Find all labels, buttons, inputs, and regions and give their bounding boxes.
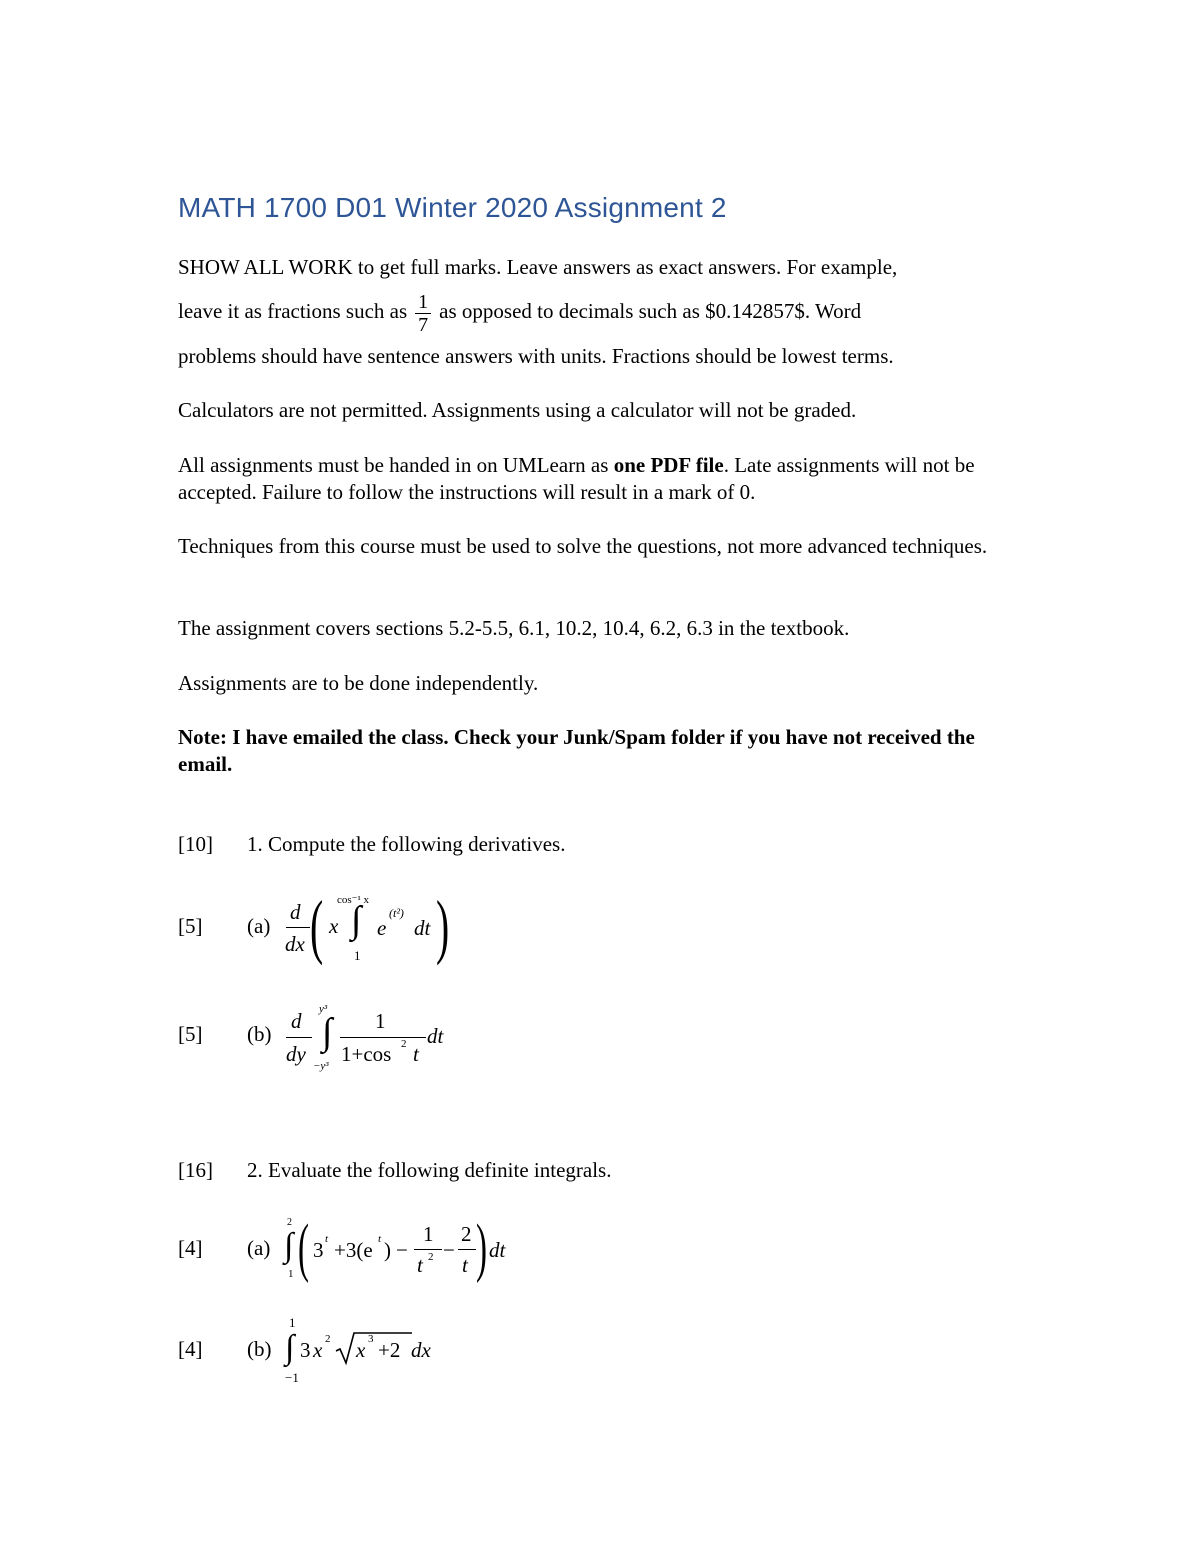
q1a-label: (a)	[247, 914, 271, 938]
q1b-upper-limit: y³	[319, 1003, 328, 1015]
q2a-frac1-exponent: 2	[428, 1251, 434, 1263]
q1b-marks: [5]	[178, 1022, 203, 1046]
intro-line-2	[178, 287, 1028, 336]
submission-text-after: . Late assignments will not be accepted. Failure to follow the instructions will result in a mark of 0.	[178, 453, 975, 504]
fraction-one-seventh	[415, 291, 431, 336]
intro-line-2-after: as opposed to decimals such as $0.142857$. Word	[439, 299, 862, 323]
q2a-frac2-numerator: 2	[461, 1222, 472, 1246]
q2a-term1-exponent: t	[325, 1233, 329, 1245]
q2a-frac2-bar	[458, 1249, 476, 1250]
q2a-term1: 3	[313, 1238, 324, 1262]
fraction-numerator: 1	[415, 291, 431, 314]
fraction-denominator: 7	[418, 313, 429, 336]
q2b-label: (b)	[247, 1337, 272, 1361]
q2b-lower-limit: −1	[285, 1370, 299, 1385]
q1a-upper-limit: cos⁻¹ x	[337, 894, 370, 906]
q1a-left-paren: (	[310, 886, 324, 966]
q2a-term2-close: )	[384, 1238, 391, 1262]
techniques-paragraph: Techniques from this course must be used to solve the questions, not more advanced techniques.	[178, 534, 988, 558]
q1b-main-fraction-bar	[340, 1037, 426, 1038]
q1a-dt: dt	[414, 916, 431, 940]
q1a-x: x	[329, 914, 339, 938]
q1b-dy: dy	[286, 1042, 306, 1066]
q1a-dx: dx	[285, 932, 305, 956]
q2a-dt: dt	[489, 1238, 506, 1262]
q2a-marks: [4]	[178, 1236, 203, 1260]
q2a-right-paren: )	[476, 1211, 487, 1284]
q2a-frac1-bar	[414, 1249, 442, 1250]
q1a-right-paren: )	[436, 886, 450, 966]
q1b-denominator-exponent: 2	[401, 1038, 407, 1050]
q1-text: 1. Compute the following derivatives.	[247, 832, 566, 856]
q2a-lower-limit: 1	[288, 1268, 294, 1280]
q2a-term2-exponent: t	[378, 1233, 382, 1245]
intro-line-1: SHOW ALL WORK to get full marks. Leave answers as exact answers. For example,	[178, 255, 898, 279]
q2a-frac1-denominator: t	[417, 1253, 423, 1277]
q2b-coefficient: 3	[300, 1338, 311, 1362]
q2a-term2: +3(e	[334, 1238, 373, 1262]
q2a-minus-2: −	[443, 1238, 455, 1262]
q2-marks: [16]	[178, 1158, 213, 1182]
q2b-variable-exponent: 2	[325, 1333, 331, 1345]
assignment-title: MATH 1700 D01 Winter 2020 Assignment 2	[178, 192, 727, 223]
q2b-variable: x	[313, 1338, 323, 1362]
coverage-paragraph: The assignment covers sections 5.2-5.5, 6.1, 10.2, 10.4, 6.2, 6.3 in the textbook.	[178, 616, 850, 640]
q1b-integral-sign: ∫	[322, 1011, 333, 1053]
q1a-integral-sign: ∫	[351, 899, 362, 941]
q2b-dx: dx	[411, 1338, 431, 1362]
q1a-d: d	[290, 900, 301, 924]
intro-line-2-before: leave it as fractions such as	[178, 299, 408, 323]
q2b-marks: [4]	[178, 1337, 203, 1361]
independent-paragraph: Assignments are to be done independently.	[178, 671, 539, 695]
q2-text: 2. Evaluate the following definite integrals.	[247, 1158, 612, 1182]
q1a-exponent: (t²)	[389, 906, 404, 920]
q1b-denominator: 1+cos	[341, 1042, 392, 1066]
q1-marks: [10]	[178, 832, 213, 856]
email-note: Note: I have emailed the class. Check your Junk/Spam folder if you have not received the email.	[178, 725, 975, 776]
q2a-frac2-denominator: t	[462, 1253, 468, 1277]
q2b-radicand-variable: x	[356, 1338, 366, 1362]
submission-paragraph	[178, 452, 1028, 506]
q2a-label: (a)	[247, 1236, 271, 1260]
q1b-d: d	[291, 1009, 302, 1033]
q2a-integral-sign: ∫	[284, 1227, 294, 1264]
q2b-radicand-exponent: 3	[368, 1333, 374, 1345]
submission-text-before: All assignments must be handed in on UMLearn as	[178, 453, 614, 477]
submission-pdf-emphasis: one PDF file	[613, 453, 724, 477]
q2b-integral-sign: ∫	[285, 1329, 295, 1366]
q1b-label: (b)	[247, 1022, 272, 1046]
q2a-left-paren: (	[298, 1211, 309, 1284]
q1b-numerator: 1	[375, 1009, 386, 1033]
q1b-lower-limit: −y³	[313, 1060, 329, 1072]
q1a-marks: [5]	[178, 914, 203, 938]
q1b-dt: dt	[427, 1024, 444, 1048]
q1a-integrand: e	[377, 916, 387, 940]
q2b-radicand-rest: +2	[378, 1338, 401, 1362]
intro-line-3: problems should have sentence answers with units. Fractions should be lowest terms.	[178, 344, 894, 368]
q2a-upper-limit: 2	[287, 1217, 292, 1228]
calculators-paragraph: Calculators are not permitted. Assignments using a calculator will not be graded.	[178, 398, 857, 422]
sqrt-radical-icon	[334, 1331, 414, 1365]
q1b-denominator-variable: t	[413, 1042, 419, 1066]
q2a-frac1-numerator: 1	[423, 1222, 434, 1246]
q1b-fraction-bar	[286, 1037, 312, 1038]
q2a-minus-1: −	[396, 1238, 408, 1262]
q1a-lower-limit: 1	[354, 948, 361, 963]
q2b-upper-limit: 1	[289, 1315, 296, 1330]
q1a-fraction-bar	[286, 927, 310, 928]
